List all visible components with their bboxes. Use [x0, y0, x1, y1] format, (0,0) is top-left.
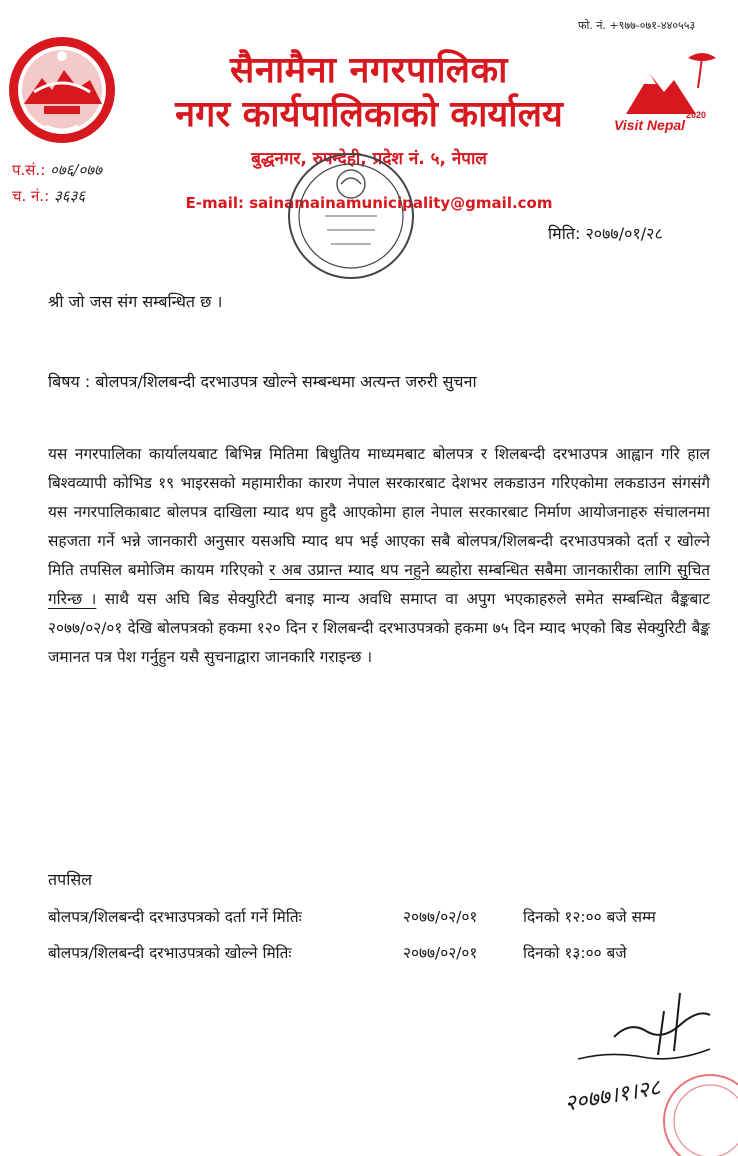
letter-date: मिति: २०७७/०१/२८	[548, 224, 663, 243]
schedule-row	[48, 942, 627, 963]
letterhead-title-line2: नगर कार्यपालिकाको कार्यालय	[175, 94, 563, 135]
schedule-row-date: २०७७/०२/०१	[403, 908, 478, 926]
reference-number-label: प.सं.:	[12, 161, 46, 179]
subject-line: बिषय : बोलपत्र/शिलबन्दी दरभाउपत्र खोल्ने सम्बन्धमा अत्यन्त जरुरी सुचना	[48, 372, 477, 391]
dispatch-number-label: च. नं.:	[12, 187, 50, 205]
dispatch-number-value: ३६३६	[54, 187, 86, 205]
phone-number: फो. नं. +९७७-०७१-४४०५५३	[578, 19, 696, 32]
letterhead-title-line1: सैनामैना नगरपालिका	[230, 50, 508, 91]
office-stamp-icon	[285, 150, 417, 282]
reference-number-value: ०७६/०७७	[50, 161, 102, 179]
schedule-row-date: २०७७/०२/०१	[403, 944, 478, 962]
letterhead-email: E-mail: sainamainamunicipality@gmail.com	[185, 194, 553, 212]
notice-body	[48, 440, 710, 672]
schedule-row-label: बोलपत्र/शिलबन्दी दरभाउपत्रको खोल्ने मितिः	[48, 944, 292, 962]
visit-nepal-year: 2020	[686, 110, 707, 120]
schedule-row-time: दिनको १२:०० बजे सम्म	[523, 908, 656, 926]
notice-body-part1: यस नगरपालिका कार्यालयबाट बिभिन्न मितिमा बिधुतिय माध्यमबाट बोलपत्र र शिलबन्दी दरभाउपत्र आह्वान गरि हाल बिश्वव्यापी कोभिड १९ भाइरसको महामारीका कारण नेपाल सरकारबाट देशभर लकडाउन गरिएकोमा लकडाउन संगसंगै यस नगरपालिकाबाट बोलपत्र दाखिला म्याद थप हुदै आएकोमा हाल नेपाल सरकारबाट निर्माण आयोजनाहरु संचालनमा सहजता गर्ने भन्ने जानकारी अनुसार यसअघि म्याद थप भई आएका सबै बोलपत्र/शिलबन्दी दरभाउपत्रको दर्ता र खोल्ने मिति तपसिल बमोजिम कायम गरिएको	[48, 445, 710, 579]
notice-body-underlined: र अब उप्रान्त म्याद थप नहुने ब्यहोरा सम्बन्धित सबैमा जानकारीका लागि सुचित गरिन्छ ।	[48, 561, 710, 608]
dispatch-number	[12, 186, 85, 206]
schedule-row	[48, 906, 656, 927]
schedule-heading: तपसिल	[48, 870, 93, 889]
signature-and-seal	[560, 985, 738, 1156]
schedule-row-time: दिनको १३:०० बजे	[523, 944, 627, 962]
visit-nepal-text: Visit Nepal	[614, 117, 686, 133]
schedule-row-label: बोलपत्र/शिलबन्दी दरभाउपत्रको दर्ता गर्ने मितिः	[48, 908, 302, 926]
letterhead-address: बुद्धनगर, रुपन्देही, प्रदेश नं. ५, नेपाल	[251, 149, 487, 169]
notice-body-part2: साथै यस अघि बिड सेक्युरिटी बनाइ मान्य अवधि समाप्त वा अपुग भएकाहरुले समेत सम्बन्धित बैङ्कबाट २०७७/०२/०१ देखि बोलपत्रको हकमा १२० दिन र शिलबन्दी दरभाउपत्रको हकमा ७५ दिन म्याद भएको बिड सेक्युरिटी बैङ्क जमानत पत्र पेश गर्नुहुन यसै सुचनाद्वारा जानकारि गराइन्छ ।	[48, 590, 710, 666]
salutation: श्री जो जस संग सम्बन्धित छ ।	[48, 292, 223, 311]
reference-number	[12, 160, 102, 180]
signature-date: २०७७।१।२८	[562, 1075, 663, 1117]
